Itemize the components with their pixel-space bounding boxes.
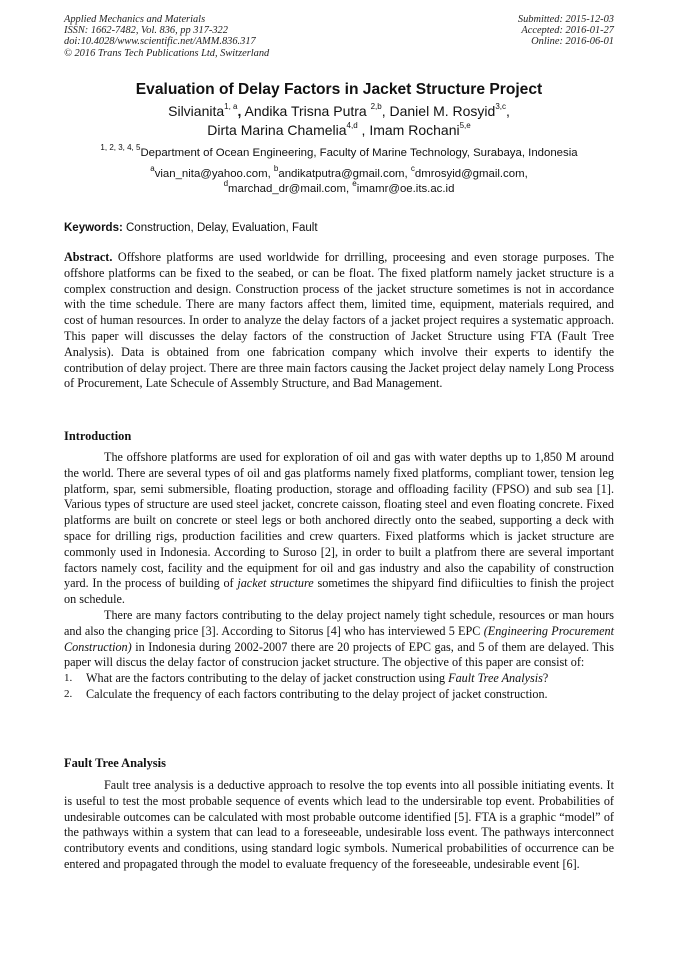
accepted-date: Accepted: 2016-01-27 xyxy=(521,25,614,37)
doi-line: doi:10.4028/www.scientific.net/AMM.836.317 xyxy=(64,36,256,48)
author-name: Daniel M. Rosyid xyxy=(389,103,496,119)
email-link[interactable]: dmrosyid@gmail.com xyxy=(414,168,525,180)
list-item: 2. Calculate the frequency of each factors contributing to the delay project of jacket construction. xyxy=(64,686,548,701)
title-block xyxy=(40,80,638,197)
email-list: $^a$vian_nita@yahoo.com, $^b$andikatputra@gmail.com, $^c$dmrosyid@gmail.com, $^d$marchad_dr@mail.com, $^e$imamr@oe.its.ac.id xyxy=(150,164,528,195)
intro-paragraph-2: There are many factors contributing to the delay project namely tight schedule, resources or man hours and also the changing price [3]. According to Sitorus [4] who has interviewed 5 EPC (Engineering Procurement Construction) in Indonesia during 2002-2007 there are 20 projects of EPC gas, and 5 of them are delayed. This paper will discus the delay factor of construcion jacket structure. The objective of this paper are consist of: xyxy=(64,607,614,670)
author-name: Dirta Marina Chamelia xyxy=(207,122,347,138)
affiliation xyxy=(40,143,638,161)
keywords xyxy=(64,221,614,235)
email-sup: a xyxy=(150,164,155,174)
list-item: 1. What are the factors contributing to the delay of jacket construction using Fault Tree Analysis? xyxy=(64,671,549,686)
email-link[interactable]: vian_nita@yahoo.com xyxy=(154,168,268,180)
fta-body xyxy=(64,778,614,873)
objectives-list xyxy=(64,671,614,703)
dates-header xyxy=(518,14,614,48)
author-list: Silvianita$^{1, a}$, Andika Trisna Putra $^{2,b}$, Daniel M. Rosyid$^{3,c}$, Dirta Marina Chamelia$^{4,d}$ , Imam Rochani$^{5,e}$ xyxy=(168,102,510,138)
email-link[interactable]: imamr@oe.its.ac.id xyxy=(356,183,455,195)
submitted-date: Submitted: 2015-12-03 xyxy=(517,14,614,25)
author-name: Silvianita xyxy=(168,103,225,119)
affiliation-sup: 1, 2, 3, 4, 5 xyxy=(100,143,141,153)
email-link[interactable]: andikatputra@gmail.com xyxy=(278,168,405,180)
introduction-body xyxy=(64,450,614,703)
email-sup: d xyxy=(223,179,229,189)
paper-title: Evaluation of Delay Factors in Jacket Structure Project xyxy=(135,81,543,98)
online-date: Online: 2016-06-01 xyxy=(531,36,614,48)
email-sup: b xyxy=(273,164,279,174)
issn-line: ISSN: 1662-7482, Vol. 836, pp 317-322 xyxy=(64,25,228,37)
keywords-text: Construction, Delay, Evaluation, Fault xyxy=(122,222,318,234)
introduction-heading: Introduction xyxy=(64,429,132,443)
author-sup: 4,d xyxy=(346,121,358,131)
journal-header xyxy=(64,14,269,59)
fta-paragraph: Fault tree analysis is a deductive approach to resolve the top events into all possible initiating events. It is useful to test the most probable sequence of events which lead to the undersirable top event. Probabilities of undesirable outcomes can be calculated with most probable outcome identified [5]. FTA is a graphic “model” of the pathways within a system that can lead to a foreseeable, undesirable loss event. The pathways interconnect contributory events and conditions, using standard logic symbols. Numerical probabilities of occurrence can be entered and propagated through the model to evaluate frequency of the foreseeable, undesirable event [6]. xyxy=(64,778,614,871)
author-name: Andika Trisna Putra xyxy=(244,103,367,119)
email-link[interactable]: marchad_dr@mail.com xyxy=(228,183,346,195)
keywords-label: Keywords: xyxy=(64,222,123,234)
email-sup: e xyxy=(352,179,357,189)
copyright-line: © 2016 Trans Tech Publications Ltd, Switzerland xyxy=(64,47,270,59)
abstract-text: Offshore platforms are used worldwide for drrilling, proceesing and even storage purposes. The offshore platforms can be fixed to the seabed, or can be float. The fixed platform namely jacket structure is a complex construction and design. Construction process of the jacket structure sometimes is not in accordance with the time schedule. There are many factors affect them, limited time, equipment, materials required, and cost of human resources. In order to analyze the delay factors of a jacket project requires a systematic approach. This paper will discusses the delay factors of the construction of Jacket Structure using FTA (Fault Tree Analysis). Data is obtained from one fabrication company which involve their experts to identify the contribution of delay project. There are three main factors causing the Jacket project delay namely Long Process of Procurement, Late Schecule of Assembly Structure, and Bad Management. xyxy=(64,250,614,391)
author-name: Imam Rochani xyxy=(369,122,460,138)
author-sup: 5,e xyxy=(459,121,471,131)
fta-heading: Fault Tree Analysis xyxy=(64,756,166,770)
author-sup: 1, a xyxy=(224,102,238,112)
abstract-label: Abstract. xyxy=(64,250,113,264)
author-sup: 2,b xyxy=(370,102,382,112)
affiliation-text: Department of Ocean Engineering, Faculty of Marine Technology, Surabaya, Indonesia xyxy=(140,147,578,159)
journal-name: Applied Mechanics and Materials xyxy=(64,14,206,25)
abstract xyxy=(64,250,614,392)
author-sup: 3,c xyxy=(495,102,506,112)
email-sup: c xyxy=(410,164,415,174)
intro-paragraph-1: The offshore platforms are used for exploration of oil and gas with water depths up to 1,850 M around the world. There are several types of oil and gas platforms namely fixed platforms, compliant tower, tension leg platform, spar, semi submersible, floating production, storage and offloading facility (FPSO) and sub sea [1]. Various types of structure are used steel jacket, concrete caisson, floating steel and even floating concrete. Fixed platforms are built on concrete or steel legs or both anchored directly onto the seabed, supporting a deck with space for drilling rigs, production facilities and crew quarters. Fixed platforms which is jacket structure are commonly used in Indonesia. According to Suroso [2], in order to built a platfrom there are several important factors namely cost, facility and the equipment for oil and gas industry and also the capability of construction yard. In the process of building of jacket structure sometimes the shipyard find difiiculties to finish the project on schedule. xyxy=(64,450,614,607)
